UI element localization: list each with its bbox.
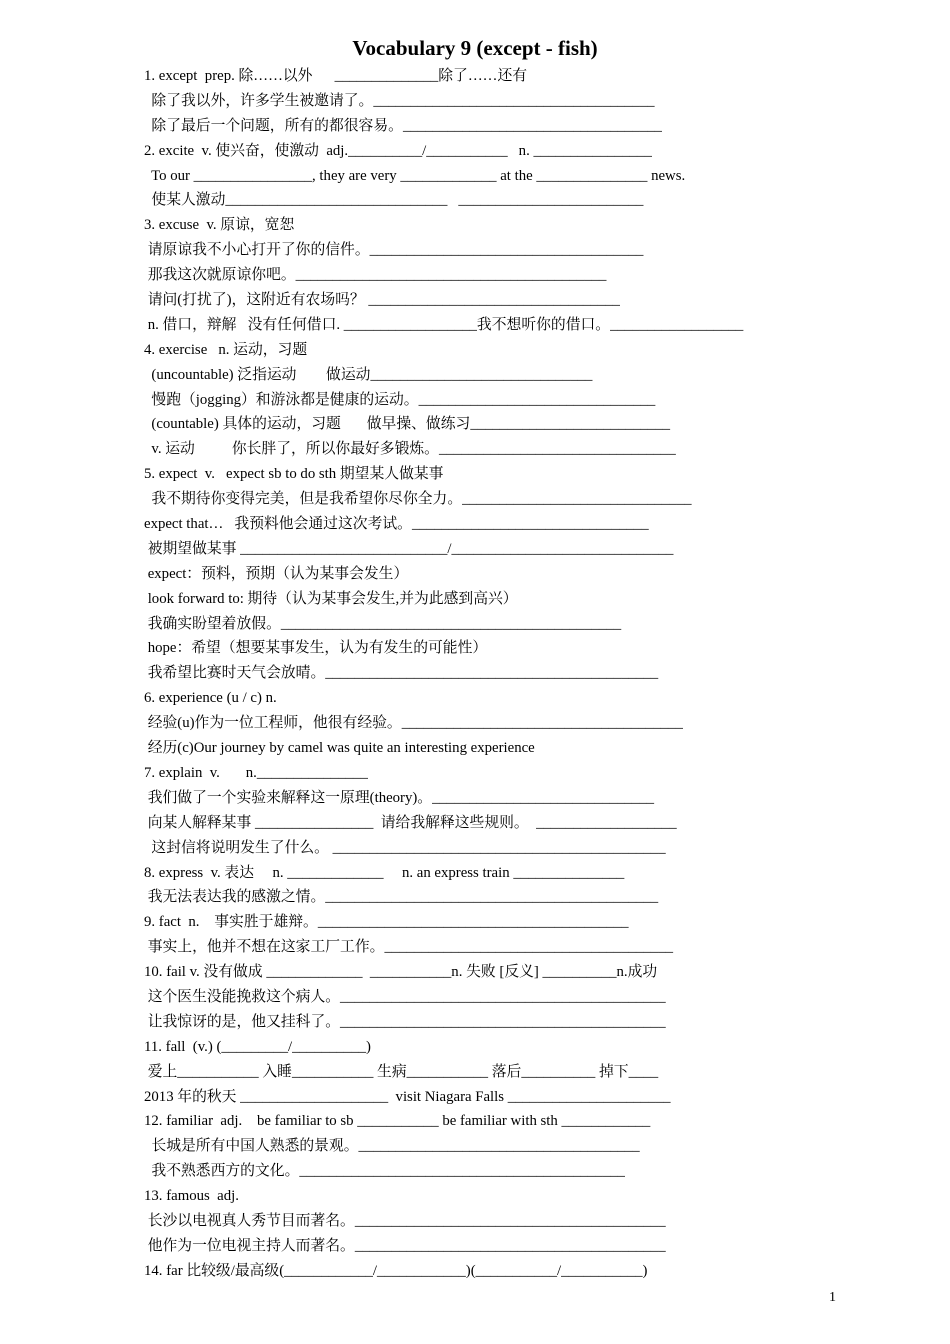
worksheet-line: 爱上___________ 入睡___________ 生病___________ 落后__________ 掉下____: [144, 1063, 659, 1080]
worksheet-line: hope：希望（想要某事发生，认为有发生的可能性）: [144, 640, 488, 657]
worksheet-line: 9. fact n. 事实胜于雄辩。__________________________________________: [144, 914, 629, 931]
worksheet-line: 2013 年的秋天 ____________________ visit Niagara Falls ______________________: [144, 1088, 671, 1105]
worksheet-line: 这封信将说明发生了什么。 _____________________________________________: [144, 839, 666, 856]
worksheet-line: 7. explain v. n._______________: [144, 764, 368, 781]
worksheet-line: (uncountable) 泛指运动 做运动______________________________: [144, 366, 593, 383]
worksheet-line: 我无法表达我的感激之情。_____________________________________________: [144, 889, 659, 906]
worksheet-line: look forward to: 期待（认为某事会发生,并为此感到高兴）: [144, 590, 518, 607]
worksheet-line: 使某人激动______________________________ _________________________: [144, 192, 644, 209]
worksheet-line: 经历(c)Our journey by camel was quite an interesting experience: [144, 740, 535, 757]
worksheet-line: 长沙以电视真人秀节目而著名。__________________________________________: [144, 1212, 666, 1229]
worksheet-line: 8. express v. 表达 n. _____________ n. an express train _______________: [144, 864, 625, 881]
worksheet-line: 我们做了一个实验来解释这一原理(theory)。______________________________: [144, 789, 655, 806]
worksheet-line: 我确实盼望着放假。______________________________________________: [144, 615, 622, 632]
worksheet-line: 我不期待你变得完美，但是我希望你尽你全力。_______________________________: [144, 491, 692, 508]
worksheet-line: 请原谅我不小心打开了你的信件。_____________________________________: [144, 242, 644, 259]
worksheet-line: 让我惊讶的是，他又挂科了。____________________________________________: [144, 1013, 666, 1030]
worksheet-line: 那我这次就原谅你吧。__________________________________________: [144, 267, 607, 284]
worksheet-line: To our ________________, they are very _____________ at the _______________ news.: [144, 167, 686, 184]
worksheet-line: 14. far 比较级/最高级(____________/____________)(___________/___________): [144, 1262, 648, 1279]
worksheet-line: 我不熟悉西方的文化。____________________________________________: [144, 1163, 625, 1180]
worksheet-line: 经验(u)作为一位工程师，他很有经验。______________________________________: [144, 715, 683, 732]
worksheet-line: v. 运动 你长胖了，所以你最好多锻炼。________________________________: [144, 441, 676, 458]
worksheet-line: 2. excite v. 使兴奋，使激动 adj.__________/___________ n. ________________: [144, 142, 652, 159]
worksheet-line: expect：预料，预期（认为某事会发生）: [144, 565, 409, 582]
worksheet-line: 1. except prep. 除……以外 ______________除了……还有: [144, 68, 528, 84]
worksheet-line: 10. fail v. 没有做成 _____________ ___________n. 失败 [反义] __________n.成功: [144, 964, 658, 981]
worksheet-line: 除了我以外，许多学生被邀请了。______________________________________: [144, 92, 655, 109]
worksheet-line: 长城是所有中国人熟悉的景观。______________________________________: [144, 1138, 640, 1155]
worksheet-line: 请问(打扰了)，这附近有农场吗？ __________________________________: [144, 292, 620, 309]
worksheet-line: 被期望做某事 ____________________________/______________________________: [144, 540, 674, 557]
page-number: 1: [829, 1290, 836, 1305]
worksheet-line: 3. excuse v. 原谅，宽恕: [144, 217, 295, 234]
worksheet-line: 这个医生没能挽救这个病人。____________________________________________: [144, 988, 666, 1005]
worksheet-line: (countable) 具体的运动，习题 做早操、做练习___________________________: [144, 416, 671, 433]
worksheet-line: 6. experience (u / c) n.: [144, 690, 277, 707]
worksheet-line: 13. famous adj.: [144, 1188, 239, 1205]
worksheet-line: 我希望比赛时天气会放晴。_____________________________________________: [144, 665, 659, 682]
worksheet-line: 慢跑（jogging）和游泳都是健康的运动。________________________________: [144, 391, 656, 408]
worksheet-line: 除了最后一个问题，所有的都很容易。___________________________________: [144, 117, 662, 134]
worksheet-line: 12. familiar adj. be familiar to sb ___________ be familiar with sth ____________: [144, 1113, 651, 1130]
worksheet-line: 向某人解释某事 ________________ 请给我解释这些规则。 ___________________: [144, 814, 677, 831]
worksheet-line: 4. exercise n. 运动，习题: [144, 341, 308, 358]
worksheet-line: 事实上，他并不想在这家工厂工作。_______________________________________: [144, 939, 673, 956]
worksheet-lines: [144, 64, 844, 1284]
page-title: Vocabulary 9 (except - fish): [352, 36, 598, 60]
worksheet-line: expect that… 我预料他会通过这次考试。________________________________: [144, 516, 649, 533]
worksheet-line: 他作为一位电视主持人而著名。__________________________________________: [144, 1237, 666, 1254]
worksheet-line: n. 借口，辩解 没有任何借口. __________________我不想听你的借口。__________________: [144, 316, 744, 333]
worksheet-line: 5. expect v. expect sb to do sth 期望某人做某事: [144, 466, 444, 483]
worksheet-line: 11. fall (v.) (_________/__________): [144, 1038, 371, 1055]
